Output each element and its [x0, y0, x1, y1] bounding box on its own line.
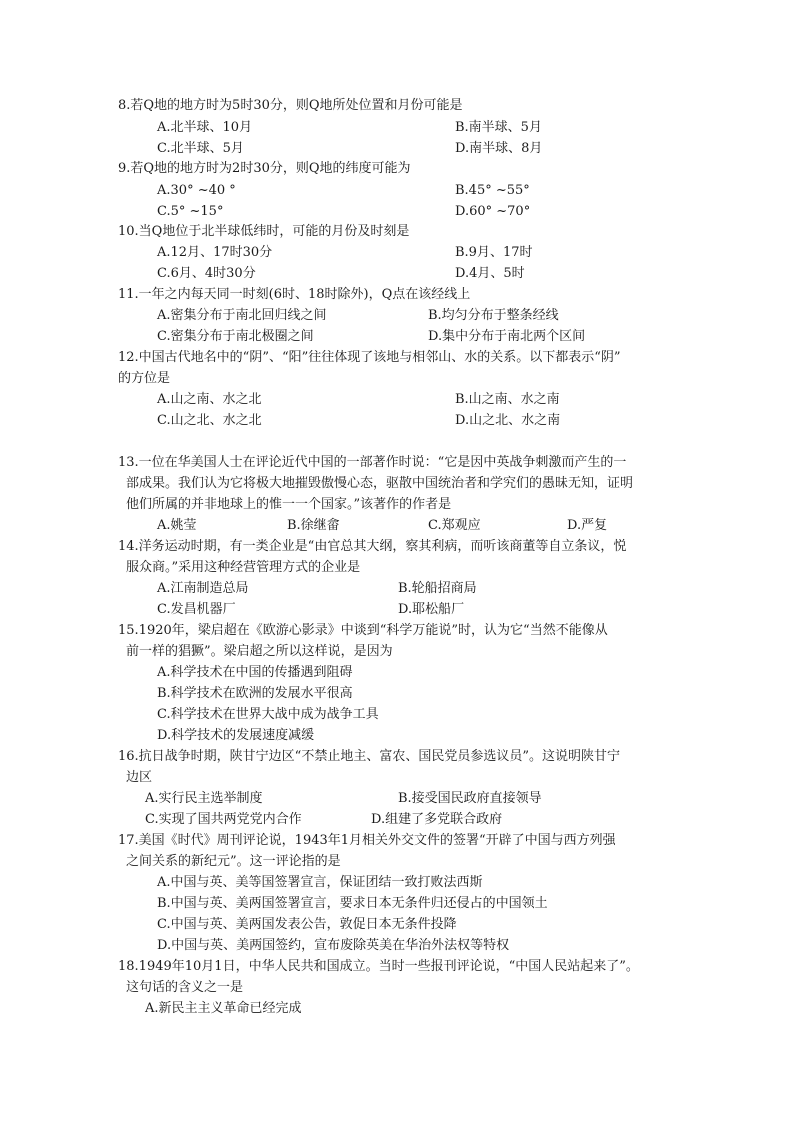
question-8-option-d: D.南半球、8月 [455, 141, 543, 156]
question-8-stem: 8.若Q地的地方时为5时30分，则Q地所处位置和月份可能是 [118, 98, 463, 113]
question-14-stem-line-2: 服众商。”采用这种经营管理方式的企业是 [126, 560, 361, 575]
question-18-option-a: A.新民主主义革命已经完成 [145, 1001, 302, 1016]
question-16-option-c: C.实现了国共两党党内合作 [145, 812, 302, 827]
question-17-stem-line-2: 之间关系的新纪元”。这一评论指的是 [126, 854, 341, 869]
question-11-option-b: B.均匀分布于整条经线 [428, 308, 559, 323]
question-16-option-a: A.实行民主选举制度 [145, 791, 263, 806]
question-12-option-a: A.山之南、水之北 [157, 392, 262, 407]
question-13-option-d: D.严复 [567, 518, 608, 533]
question-12-stem-line-2: 的方位是 [118, 371, 171, 386]
question-17-option-d: D.中国与英、美两国签约，宣布废除英美在华治外法权等特权 [157, 938, 510, 953]
question-13-option-a: A.姚莹 [157, 518, 197, 533]
question-11-option-a: A.密集分布于南北回归线之间 [157, 308, 327, 323]
question-16-option-d: D.组建了多党联合政府 [371, 812, 503, 827]
question-10-option-c: C.6月、4时30分 [157, 266, 256, 281]
question-16-option-b: B.接受国民政府直接领导 [398, 791, 542, 806]
question-14-option-b: B.轮船招商局 [398, 581, 477, 596]
question-11-option-c: C.密集分布于南北极圈之间 [157, 329, 314, 344]
question-12-option-b: B.山之南、水之南 [455, 392, 560, 407]
question-10-option-a: A.12月、17时30分 [157, 245, 273, 260]
question-9-option-c: C.5° ~15° [157, 204, 224, 219]
question-12-stem-line-1: 12.中国古代地名中的“阴”、“阳”往往体现了该地与相邻山、水的关系。以下都表示“阴” [118, 350, 621, 365]
question-12-option-d: D.山之北、水之南 [455, 413, 561, 428]
question-13-option-c: C.郑观应 [428, 518, 481, 533]
question-10-stem: 10.当Q地位于北半球低纬时，可能的月份及时刻是 [118, 224, 410, 239]
question-14-option-d: D.耶松船厂 [398, 602, 465, 617]
question-9-option-b: B.45° ~55° [455, 183, 530, 198]
question-15-option-c: C.科学技术在世界大战中成为战争工具 [157, 707, 379, 722]
question-16-stem-line-1: 16.抗日战争时期，陕甘宁边区“不禁止地主、富农、国民党员参选议员”。这说明陕甘宁 [118, 749, 620, 764]
question-13-option-b: B.徐继畲 [287, 518, 340, 533]
question-11-option-d: D.集中分布于南北两个区间 [428, 329, 586, 344]
question-18-stem-line-2: 这句话的含义之一是 [126, 980, 244, 995]
question-13-stem-line-3: 他们所属的并非地球上的惟一一个国家。”该著作的作者是 [126, 497, 452, 512]
question-14-option-c: C.发昌机器厂 [157, 602, 236, 617]
question-14-option-a: A.江南制造总局 [157, 581, 249, 596]
question-8-option-a: A.北半球、10月 [157, 120, 253, 135]
question-17-option-a: A.中国与英、美等国签署宣言，保证团结一致打败法西斯 [157, 875, 483, 890]
question-12-option-c: C.山之北、水之北 [157, 413, 262, 428]
question-9-option-d: D.60° ~70° [455, 204, 531, 219]
question-8-option-b: B.南半球、5月 [455, 120, 542, 135]
question-10-option-b: B.9月、17时 [455, 245, 533, 260]
question-15-stem-line-2: 前一样的猖獗”。梁启超之所以这样说，是因为 [126, 644, 393, 659]
question-13-stem-line-1: 13.一位在华美国人士在评论近代中国的一部著作时说：“它是因中英战争刺激而产生的一 [118, 455, 627, 470]
question-15-option-d: D.科学技术的发展速度减缓 [157, 728, 315, 743]
question-15-stem-line-1: 15.1920年，梁启超在《欧游心影录》中谈到“科学万能说”时，认为它“当然不能像从 [118, 623, 608, 638]
question-13-stem-line-2: 部成果。我们认为它将极大地摧毁傲慢心态，驱散中国统治者和学究们的愚昧无知，证明 [126, 476, 634, 491]
question-17-option-b: B.中国与英、美两国签署宣言，要求日本无条件归还侵占的中国领土 [157, 896, 548, 911]
question-9-stem: 9.若Q地的地方时为2时30分，则Q地的纬度可能为 [118, 161, 411, 176]
question-18-stem-line-1: 18.1949年10月1日，中华人民共和国成立。当时一些报刊评论说，“中国人民站起来了”。 [118, 959, 639, 974]
question-10-option-d: D.4月、5时 [455, 266, 525, 281]
question-17-stem-line-1: 17.美国《时代》周刊评论说，1943年1月相关外交文件的签署“开辟了中国与西方列强 [118, 833, 616, 848]
question-14-stem-line-1: 14.洋务运动时期，有一类企业是“由官总其大纲，察其利病，而听该商董等自立条议，悦 [118, 539, 627, 554]
question-15-option-a: A.科学技术在中国的传播遇到阻碍 [157, 665, 353, 680]
question-17-option-c: C.中国与英、美两国发表公告，敦促日本无条件投降 [157, 917, 457, 932]
question-11-stem: 11.一年之内每天同一时刻(6时、18时除外)，Q点在该经线上 [118, 287, 471, 302]
question-16-stem-line-2: 边区 [126, 770, 153, 785]
question-9-option-a: A.30° ~40 ° [157, 183, 236, 198]
question-8-option-c: C.北半球、5月 [157, 141, 244, 156]
question-15-option-b: B.科学技术在欧洲的发展水平很高 [157, 686, 353, 701]
